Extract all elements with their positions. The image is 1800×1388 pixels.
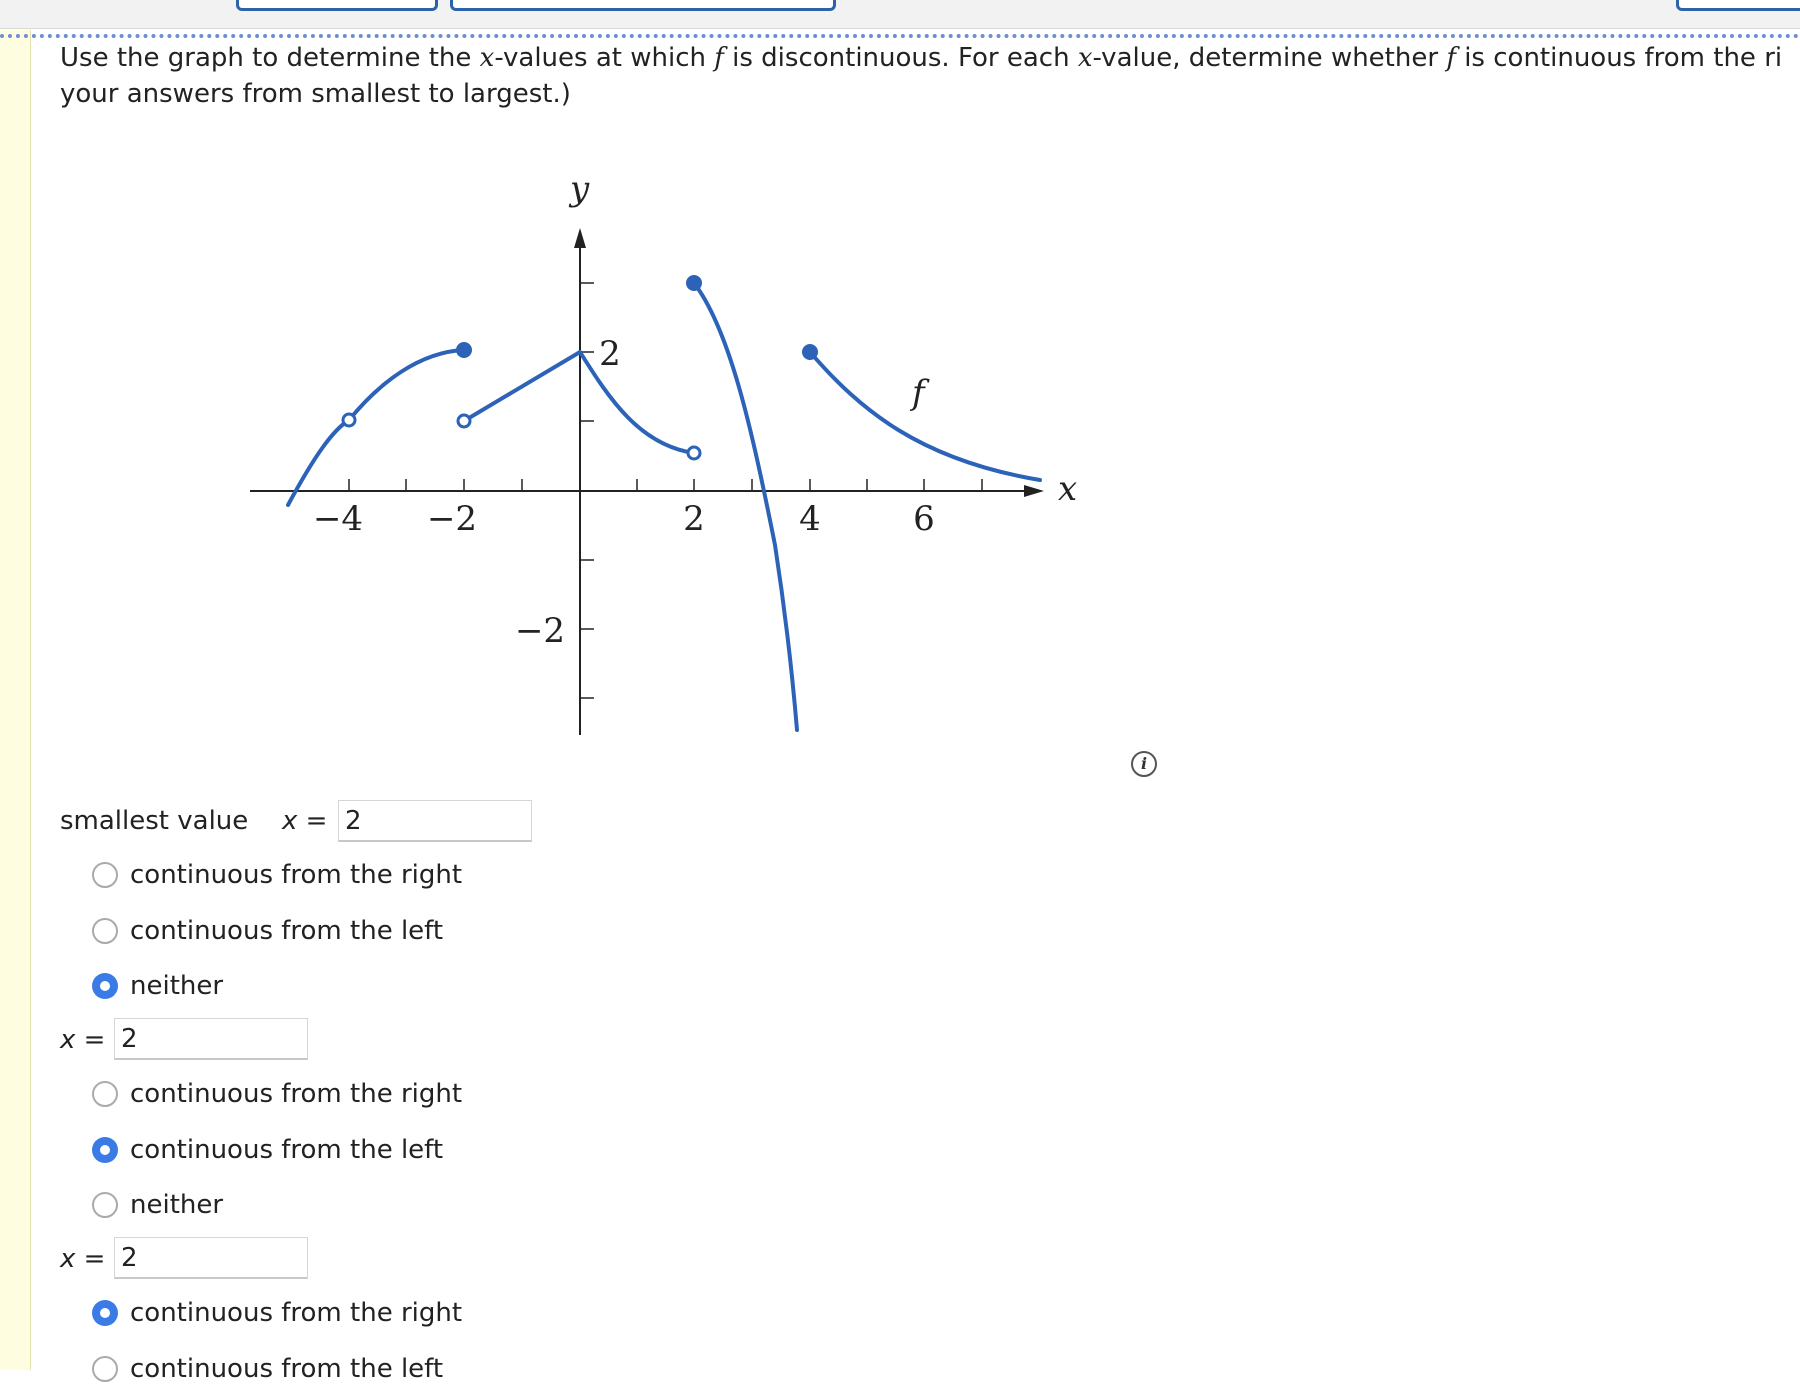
info-icon[interactable]: i [1131,751,1157,777]
curve-segment-1 [288,350,464,505]
y-axis-arrow [574,228,586,248]
toolbar-button-1[interactable] [236,0,438,11]
radio-button[interactable] [92,918,118,944]
y-tick-label: −2 [514,611,566,651]
radio-button-selected[interactable] [92,1137,118,1163]
radio-button-selected[interactable] [92,1300,118,1326]
toolbar-button-3[interactable] [1676,0,1800,11]
x-tick-marks [349,479,982,491]
x-value-input-3[interactable]: 2 [114,1237,308,1279]
question-text [60,40,1800,112]
x-tick-label: −2 [426,499,478,539]
x-tick-label: 4 [799,499,821,539]
x-axis-label: x [1058,469,1078,509]
y-axis-label: y [570,169,590,209]
x-axis-arrow [1024,485,1044,497]
curve-segment-2 [464,352,580,421]
x-equals-label: x = [282,806,328,836]
question-line-1: Use the graph to determine the x-values at which f is discontinuous. For each x-value, determine whether f is continuous from the ri [60,43,1783,73]
curve-segment-5 [810,352,1040,480]
x-equals-label: x = [60,1025,106,1055]
x-tick-label: 6 [913,499,935,539]
radio-button[interactable] [92,862,118,888]
radio-button[interactable] [92,1192,118,1218]
x-tick-label: 2 [683,499,705,539]
function-label: f [912,373,925,413]
radio-button[interactable] [92,1081,118,1107]
smallest-value-label: smallest value [60,806,249,836]
closed-endpoints [456,275,818,360]
toolbar-button-2[interactable] [450,0,836,11]
x-value-input-2[interactable]: 2 [114,1018,308,1060]
question-line-2: your answers from smallest to largest.) [60,79,571,109]
radio-button[interactable] [92,1356,118,1382]
function-graph [0,160,1180,750]
y-tick-label: 2 [599,334,621,374]
open-endpoints [343,414,700,459]
question-divider [0,34,1800,38]
curve-segment-4 [694,283,797,730]
radio-button-selected[interactable] [92,973,118,999]
x-tick-label: −4 [312,499,364,539]
x-equals-label: x = [60,1244,106,1274]
top-toolbar [0,0,1800,29]
curve-segment-3 [580,352,694,453]
x-value-input-1[interactable]: 2 [338,800,532,842]
